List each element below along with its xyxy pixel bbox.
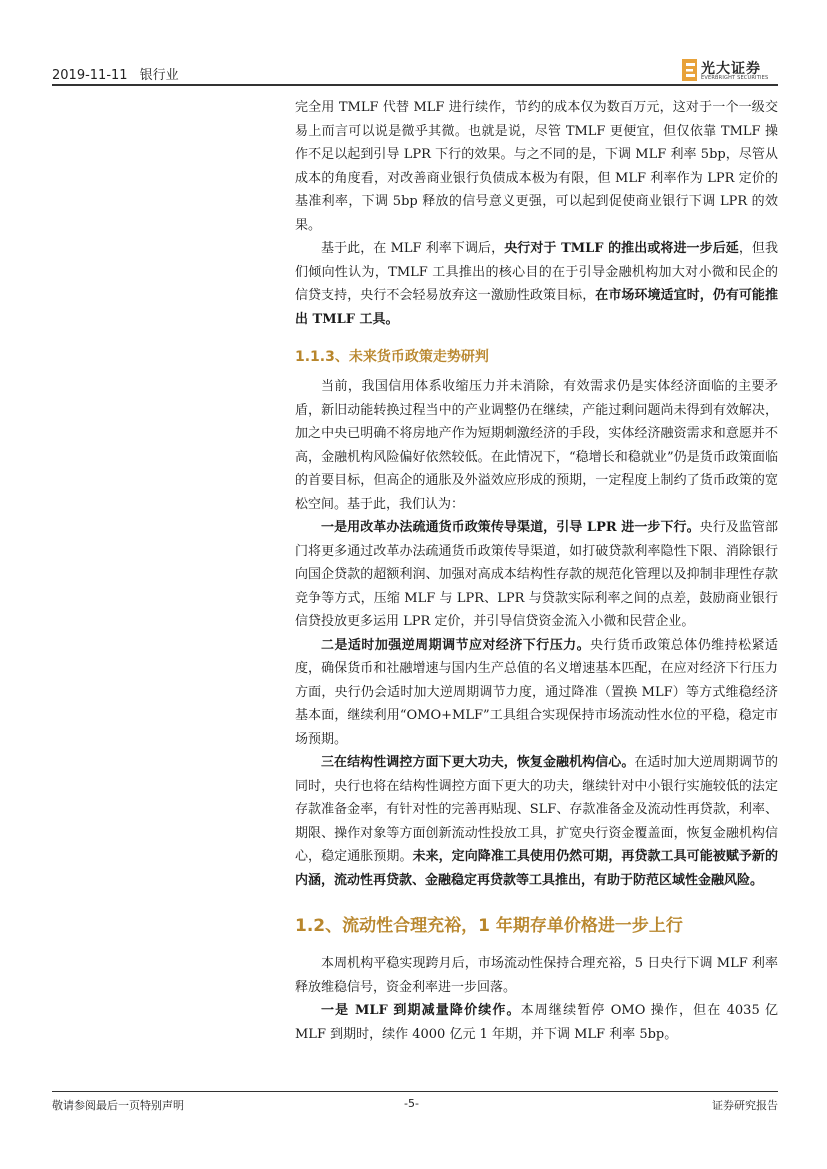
heading-1-1-3: 1.1.3、未来货币政策走势研判 <box>295 349 489 365</box>
footer-disclaimer: 敬请参阅最后一页特别声明 <box>52 1099 184 1112</box>
logo-subtitle: EVERBRIGHT SECURITIES <box>701 75 769 81</box>
paragraph-tmlf-outlook: 基于此，在 MLF 利率下调后，央行对于 TMLF 的推出或将进一步后延，但我们倾向性认为，TMLF 工具推出的核心目的在于引导金融机构加大对小微和民企的信贷支持，央行不会轻易放弃这一激励性政策目标，在市场环境适宜时，仍有可能推出 TMLF 工具。 <box>295 241 778 327</box>
report-date: 2019-11-11 <box>52 68 128 83</box>
paragraph-mlf-rollover: 一是 MLF 到期减量降价续作。本周继续暂停 OMO 操作，但在 4035 亿 MLF 到期时，续作 4000 亿元 1 年期，并下调 MLF 利率 5bp。 <box>295 1003 778 1042</box>
logo-text: 光大证券 <box>701 61 761 77</box>
report-body <box>295 96 778 1046</box>
heading-1-2: 1.2、流动性合理充裕，1 年期存单价格进一步上行 <box>295 916 683 936</box>
footer-report-type: 证券研究报告 <box>712 1099 778 1112</box>
header-meta <box>52 64 179 83</box>
everbright-logo <box>682 58 778 84</box>
paragraph-point-one: 一是用改革办法疏通货币政策传导渠道，引导 LPR 进一步下行。央行及监管部门将更多通过改革办法疏通货币政策传导渠道，如打破贷款利率隐性下限、消除银行向国企贷款的超额利润、加强对高成本结构性存款的规范化管理以及抑制非理性存款竞争等方式，压缩 MLF 与 LPR、LPR 与贷款实际利率之间的点差，鼓励商业银行信贷投放更多运用 LPR 定价，并引导信贷资金流入小微和民营企业。 <box>295 520 778 629</box>
page-header <box>52 58 778 84</box>
paragraph-point-three: 三在结构性调控方面下更大功夫，恢复金融机构信心。在适时加大逆周期调节的同时，央行也将在结构性调控方面下更大的功夫，继续针对中小银行实施较低的法定存款准备金率，有针对性的完善再贴现、SLF、存款准备金及流动性再贷款，利率、期限、操作对象等方面创新流动性投放工具，扩宽央行资金覆盖面，恢复金融机构信心，稳定通胀预期。未来，定向降准工具使用仍然可期，再贷款工具可能被赋予新的内涵，流动性再贷款、金融稳定再贷款等工具推出，有助于防范区域性金融风险。 <box>295 755 778 888</box>
page-number: -5- <box>404 1097 419 1110</box>
footer-divider <box>52 1091 778 1092</box>
paragraph-liquidity: 本周机构平稳实现跨月后，市场流动性保持合理充裕，5 日央行下调 MLF 利率释放维稳信号，资金利率进一步回落。 <box>295 956 778 995</box>
paragraph-tmlf-cost: 完全用 TMLF 代替 MLF 进行续作，节约的成本仅为数百万元，这对于一个一级交易上而言可以说是微乎其微。也就是说，尽管 TMLF 更便宜，但仅依靠 TMLF 操作不足以起到引导 LPR 下行的效果。与之不同的是，下调 MLF 利率 5bp，尽管从成本的角度看，对改善商业银行负债成本极为有限，但 MLF 利率作为 LPR 定价的基准利率，下调 5bp 释放的信号意义更强，可以起到促使商业银行下调 LPR 的效果。 <box>295 100 778 233</box>
industry-label: 银行业 <box>139 68 179 83</box>
paragraph-point-two: 二是适时加强逆周期调节应对经济下行压力。央行货币政策总体仍维持松紧适度，确保货币和社融增速与国内生产总值的名义增速基本匹配，在应对经济下行压力方面，央行仍会适时加大逆周期调节力度，通过降准（置换 MLF）等方式维稳经济基本面，继续利用“OMO+MLF”工具组合实现保持市场流动性水位的平稳，稳定市场预期。 <box>295 637 778 747</box>
paragraph-monetary-outlook: 当前，我国信用体系收缩压力并未消除，有效需求仍是实体经济面临的主要矛盾，新旧动能转换过程当中的产业调整仍在继续，产能过剩问题尚未得到有效解决，加之中央已明确不将房地产作为短期刺激经济的手段，实体经济融资需求和意愿并不高，金融机构风险偏好依然较低。在此情况下，“稳增长和稳就业”仍是货币政策面临的首要目标，但高企的通胀及外溢效应形成的预期，一定程度上制约了货币政策的宽松空间。基于此，我们认为： <box>295 379 778 512</box>
header-divider <box>52 84 778 86</box>
logo-mark-icon <box>682 59 697 81</box>
